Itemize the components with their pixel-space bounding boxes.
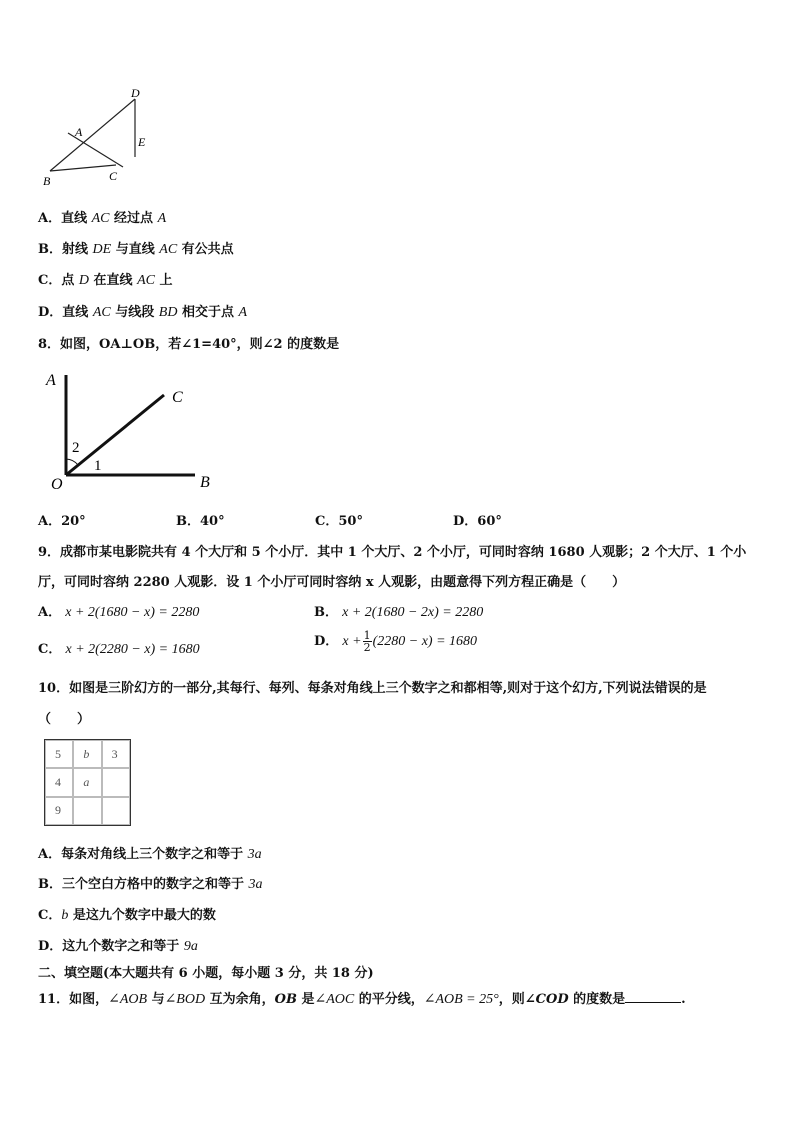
text: ，则 <box>498 992 525 1007</box>
magic-square <box>44 739 131 826</box>
equation: x + 2(1680 − 2x) = 2280 <box>342 605 484 620</box>
math: 3a <box>248 877 263 892</box>
cell: 4 <box>45 768 73 796</box>
option-label: C． <box>38 273 62 288</box>
label-b: B <box>200 474 210 491</box>
q9-option-d <box>314 630 477 653</box>
text: 的平分线， <box>354 992 424 1007</box>
q7-option-c <box>38 269 173 289</box>
q10-option-d <box>38 935 198 955</box>
math: b <box>61 908 69 923</box>
label-angle-2: 2 <box>72 440 80 456</box>
text: 是 <box>296 992 315 1007</box>
option-label: A． <box>38 211 62 226</box>
text: . <box>681 992 686 1007</box>
cell: 3 <box>102 740 130 768</box>
cell <box>73 797 101 825</box>
cell <box>102 797 130 825</box>
option-label: A． <box>38 605 62 620</box>
equation: x + 2(1680 − x) = 2280 <box>65 605 200 620</box>
math: 3a <box>247 847 262 862</box>
option-label: B． <box>38 877 62 892</box>
option-text: 点 <box>61 273 79 288</box>
option-text: 这九个数字之和等于 <box>62 939 184 954</box>
q7-figure <box>38 85 158 190</box>
math-bold: ∠COD <box>524 992 569 1007</box>
fraction-numerator: 1 <box>363 629 371 642</box>
text: 互为余角， <box>205 992 275 1007</box>
math: ∠BOD <box>164 992 206 1007</box>
q9-stem-line2: 厅，可同时容纳 2280 人观影．设 1 个小厅可同时容纳 x 人观影，由题意得下列方程正确是（ ） <box>38 575 626 590</box>
q10-option-a <box>38 843 262 863</box>
option-label: C． <box>38 642 62 657</box>
option-text: 是这九个数字中最大的数 <box>68 908 216 923</box>
line-bc <box>50 165 116 171</box>
option-label: C． <box>38 908 62 923</box>
math-bold: OB <box>274 992 297 1007</box>
option-text: 在直线 <box>89 273 138 288</box>
q8-option-a: A．20° <box>38 514 86 529</box>
label-c: C <box>172 389 183 406</box>
q9-stem-line1: 9．成都市某电影院共有 4 个大厅和 5 个小厅．其中 1 个大厅、2 个小厅，可同时容纳 1680 人观影；2 个大厅、1 个小 <box>38 545 747 560</box>
q8-option-b: B．40° <box>176 514 225 529</box>
q7-option-d <box>38 301 247 321</box>
math-a: A <box>238 305 248 320</box>
answer-blank[interactable] <box>625 990 681 1003</box>
option-text: 直线 <box>61 211 92 226</box>
math-a: A <box>157 211 167 226</box>
section-heading: 二、填空题(本大题共有 6 小题，每小题 3 分，共 18 分) <box>38 966 374 981</box>
option-label: B． <box>38 242 62 257</box>
math: ∠AOB = 25° <box>423 992 499 1007</box>
q10-stem-line2: （ ） <box>38 712 91 727</box>
equation-part: (2280 − x) = 1680 <box>372 634 478 649</box>
math-ac: AC <box>91 211 110 226</box>
equation: x + 2(2280 − x) = 1680 <box>65 642 200 657</box>
math: ∠AOB <box>108 992 148 1007</box>
math-ac: AC <box>92 305 111 320</box>
label-a: A <box>75 125 83 139</box>
option-text: 与直线 <box>111 242 160 257</box>
option-label: D． <box>38 305 63 320</box>
cell: a <box>73 768 101 796</box>
text: 的度数是 <box>568 992 626 1007</box>
option-label: B． <box>314 605 338 620</box>
angle-arc <box>66 459 78 465</box>
math: 9a <box>183 939 198 954</box>
q9-option-b <box>314 601 483 621</box>
math-de: DE <box>92 242 112 257</box>
q10-option-c <box>38 904 216 924</box>
fraction-denominator: 2 <box>363 641 371 654</box>
math-bd: BD <box>158 305 178 320</box>
math: ∠AOC <box>314 992 355 1007</box>
label-e: E <box>138 135 146 149</box>
q8-option-c: C．50° <box>315 514 363 529</box>
option-text: 经过点 <box>109 211 158 226</box>
option-text: 相交于点 <box>177 305 239 320</box>
label-o: O <box>51 476 63 493</box>
option-text: 每条对角线上三个数字之和等于 <box>61 847 248 862</box>
text: 与 <box>147 992 165 1007</box>
label-b: B <box>43 174 51 188</box>
label-c: C <box>109 169 118 183</box>
option-label: A． <box>38 847 62 862</box>
option-label: D． <box>314 634 339 649</box>
label-d: D <box>131 86 140 100</box>
cell: 9 <box>45 797 73 825</box>
fraction <box>363 630 372 653</box>
option-text: 与线段 <box>110 305 159 320</box>
math-ac: AC <box>137 273 155 288</box>
q9-option-a <box>38 601 199 621</box>
cell <box>102 768 130 796</box>
ray-oc <box>66 395 164 475</box>
option-text: 射线 <box>62 242 93 257</box>
q8-stem: 8．如图，OA⊥OB，若∠1=40°，则∠2 的度数是 <box>38 337 340 352</box>
option-text: 三个空白方格中的数字之和等于 <box>62 877 249 892</box>
cell: b <box>73 740 101 768</box>
q9-option-c <box>38 638 200 658</box>
label-angle-1: 1 <box>94 458 102 474</box>
q10-option-b <box>38 873 263 893</box>
q8-option-d: D．60° <box>453 514 502 529</box>
equation-part: x + <box>342 634 362 649</box>
math-d: D <box>78 273 90 288</box>
option-text: 上 <box>154 273 173 288</box>
option-text: 直线 <box>62 305 93 320</box>
q7-option-b <box>38 238 234 258</box>
q10-stem-line1: 10．如图是三阶幻方的一部分,其每行、每列、每条对角线上三个数字之和都相等,则对于这个幻方,下列说法错误的是 <box>38 681 707 696</box>
option-text: 有公共点 <box>177 242 234 257</box>
q11-stem <box>38 988 686 1008</box>
label-a: A <box>46 372 56 389</box>
q7-option-a <box>38 207 166 227</box>
line-bd <box>50 99 135 171</box>
text: 11．如图， <box>38 992 109 1007</box>
math-ac: AC <box>159 242 178 257</box>
option-label: D． <box>38 939 63 954</box>
q8-figure <box>40 365 220 495</box>
cell: 5 <box>45 740 73 768</box>
